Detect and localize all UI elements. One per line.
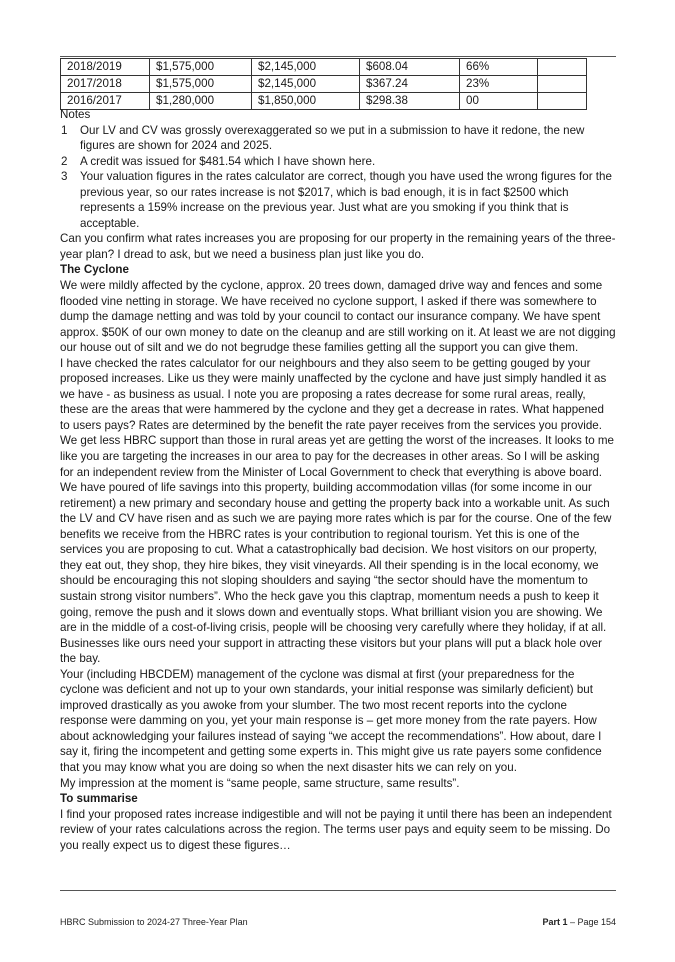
note-number: 1 <box>61 123 68 137</box>
submission-body <box>60 107 616 853</box>
bottom-divider <box>60 890 616 891</box>
table-cell: 2018/2019 <box>61 59 150 76</box>
table-cell: $608.04 <box>360 59 460 76</box>
footer-part: Part 1 <box>542 917 568 927</box>
table-cell: $1,575,000 <box>150 59 252 76</box>
note-item <box>60 154 616 170</box>
confirm-paragraph: Can you confirm what rates increases you are proposing for our property in the remaining years of the three-year plan? I dread to ask, but we need a business plan just like you do. <box>60 232 616 261</box>
table-row <box>61 59 587 76</box>
cyclone-paragraph-3: We have poured of life savings into this property, building accommodation villas (for some income in our retirement) a new primary and secondary house and getting the property back into a workable unit. As such the LV and CV have risen and as such we are paying more rates which is par for the course. One of the few benefits we receive from the HBRC rates is your contribution to regional tourism. Yet this is one of the services you are proposing to cut. What a catastrophically bad decision. We host visitors on our property, they eat out, they shop, they hire bikes, they visit vineyards. All their spending is in the local economy, we should be encouraging this not sloping shoulders and saying “the sector should have the momentum to sustain strong visitor numbers”. Who the heck gave you this claptrap, momentum needs a push to keep it going, remove the push and it slows down and eventually stops. What brilliant vision you are showing. We are in the middle of a cost-of-living crisis, people will be choosing very carefully where they holiday, if at all. Businesses like ours need your support in attracting these visitors but your plans will put a black hole over the bay. <box>60 481 612 666</box>
table-cell: $298.38 <box>360 93 460 110</box>
rates-table-body <box>61 59 587 110</box>
table-cell: $1,575,000 <box>150 76 252 93</box>
note-number: 2 <box>61 154 68 168</box>
top-divider <box>60 56 616 57</box>
table-cell <box>538 76 587 93</box>
table-cell: 2016/2017 <box>61 93 150 110</box>
table-cell: $2,145,000 <box>252 76 360 93</box>
table-cell: 23% <box>460 76 538 93</box>
table-cell: $1,850,000 <box>252 93 360 110</box>
cyclone-paragraph-1: We were mildly affected by the cyclone, approx. 20 trees down, damaged drive way and fences and some flooded vine netting in storage. We have received no cyclone support, I asked if there was somewhere to dump the damage netting and was told by your council to contact our insurance company. We have spent approx. $50K of our own money to date on the cleanup and are still working on it. At least we are not digging our house out of silt and we do not begrudge these families getting all the support you can give them. <box>60 279 616 355</box>
note-text: A credit was issued for $481.54 which I have shown here. <box>80 154 376 168</box>
table-cell <box>538 59 587 76</box>
cyclone-heading: The Cyclone <box>60 263 129 277</box>
table-cell: $2,145,000 <box>252 59 360 76</box>
note-number: 3 <box>61 170 68 184</box>
table-cell: 2017/2018 <box>61 76 150 93</box>
summary-paragraph: I find your proposed rates increase indigestible and will not be paying it until there has been an independent review of your rates calculations across the region. The terms user pays and equity seem to be missing. Do you really expect us to digest these figures… <box>60 807 612 852</box>
table-row <box>61 76 587 93</box>
table-cell: $1,280,000 <box>150 93 252 110</box>
notes-list <box>60 123 616 232</box>
table-cell: $367.24 <box>360 76 460 93</box>
notes-heading: Notes <box>60 108 91 121</box>
table-cell: 66% <box>460 59 538 76</box>
note-item <box>60 123 616 154</box>
footer-page: – Page 154 <box>567 917 616 927</box>
cyclone-paragraph-2: I have checked the rates calculator for our neighbours and they also seem to be getting gouged by your proposed increases. Like us they were mainly unaffected by the cyclone and have just simply handled it as we have - as business as usual. I note you are proposing a rates decrease for some rural areas, really, these are the areas that were hammered by the cyclone and they get a decrease in rates. What happened to users pays? Rates are determined by the benefit the rate payer receives from the services you provide. We get less HBRC support than those in rural areas yet are getting the worst of the increases. It looks to me like you are targeting the increases in our area to pay for the decreases in other areas. So I will be asking for an independent review from the Minister of Local Government to check that everything is above board. <box>60 356 614 479</box>
footer-page-number <box>542 917 616 928</box>
footer-title: HBRC Submission to 2024-27 Three-Year Plan <box>60 917 248 927</box>
table-cell: 00 <box>460 93 538 110</box>
summary-heading: To summarise <box>60 792 138 806</box>
note-item <box>60 169 616 231</box>
cyclone-paragraph-4: Your (including HBCDEM) management of the cyclone was dismal at first (your preparedness for the cyclone was deficient and not up to your own standards, your initial response was similarly deficient) but improved drastically as you awoke from your slumber. The two most recent reports into the cyclone response were damming on you, yet your main response is – get more money from the rate payers. How about acknowledging your failures instead of saying “we accept the recommendations”. How about, dare I say it, firing the incompetent and getting some experts in. This might give us rate payers some confidence that you may know what you are doing so when the next disaster hits we can rely on you. <box>60 667 602 774</box>
note-text: Your valuation figures in the rates calculator are correct, though you have used the wrong figures for the previous year, so our rates increase is not $2017, which is bad enough, it is in fact $2500 which represents a 159% increase on the previous year. Just what are you smoking if you think that is acceptable. <box>80 170 612 230</box>
note-text: Our LV and CV was grossly overexaggerated so we put in a submission to have it redone, the new figures are shown for 2024 and 2025. <box>80 123 585 153</box>
impression-paragraph: My impression at the moment is “same people, same structure, same results”. <box>60 776 460 790</box>
rates-table <box>60 58 587 110</box>
